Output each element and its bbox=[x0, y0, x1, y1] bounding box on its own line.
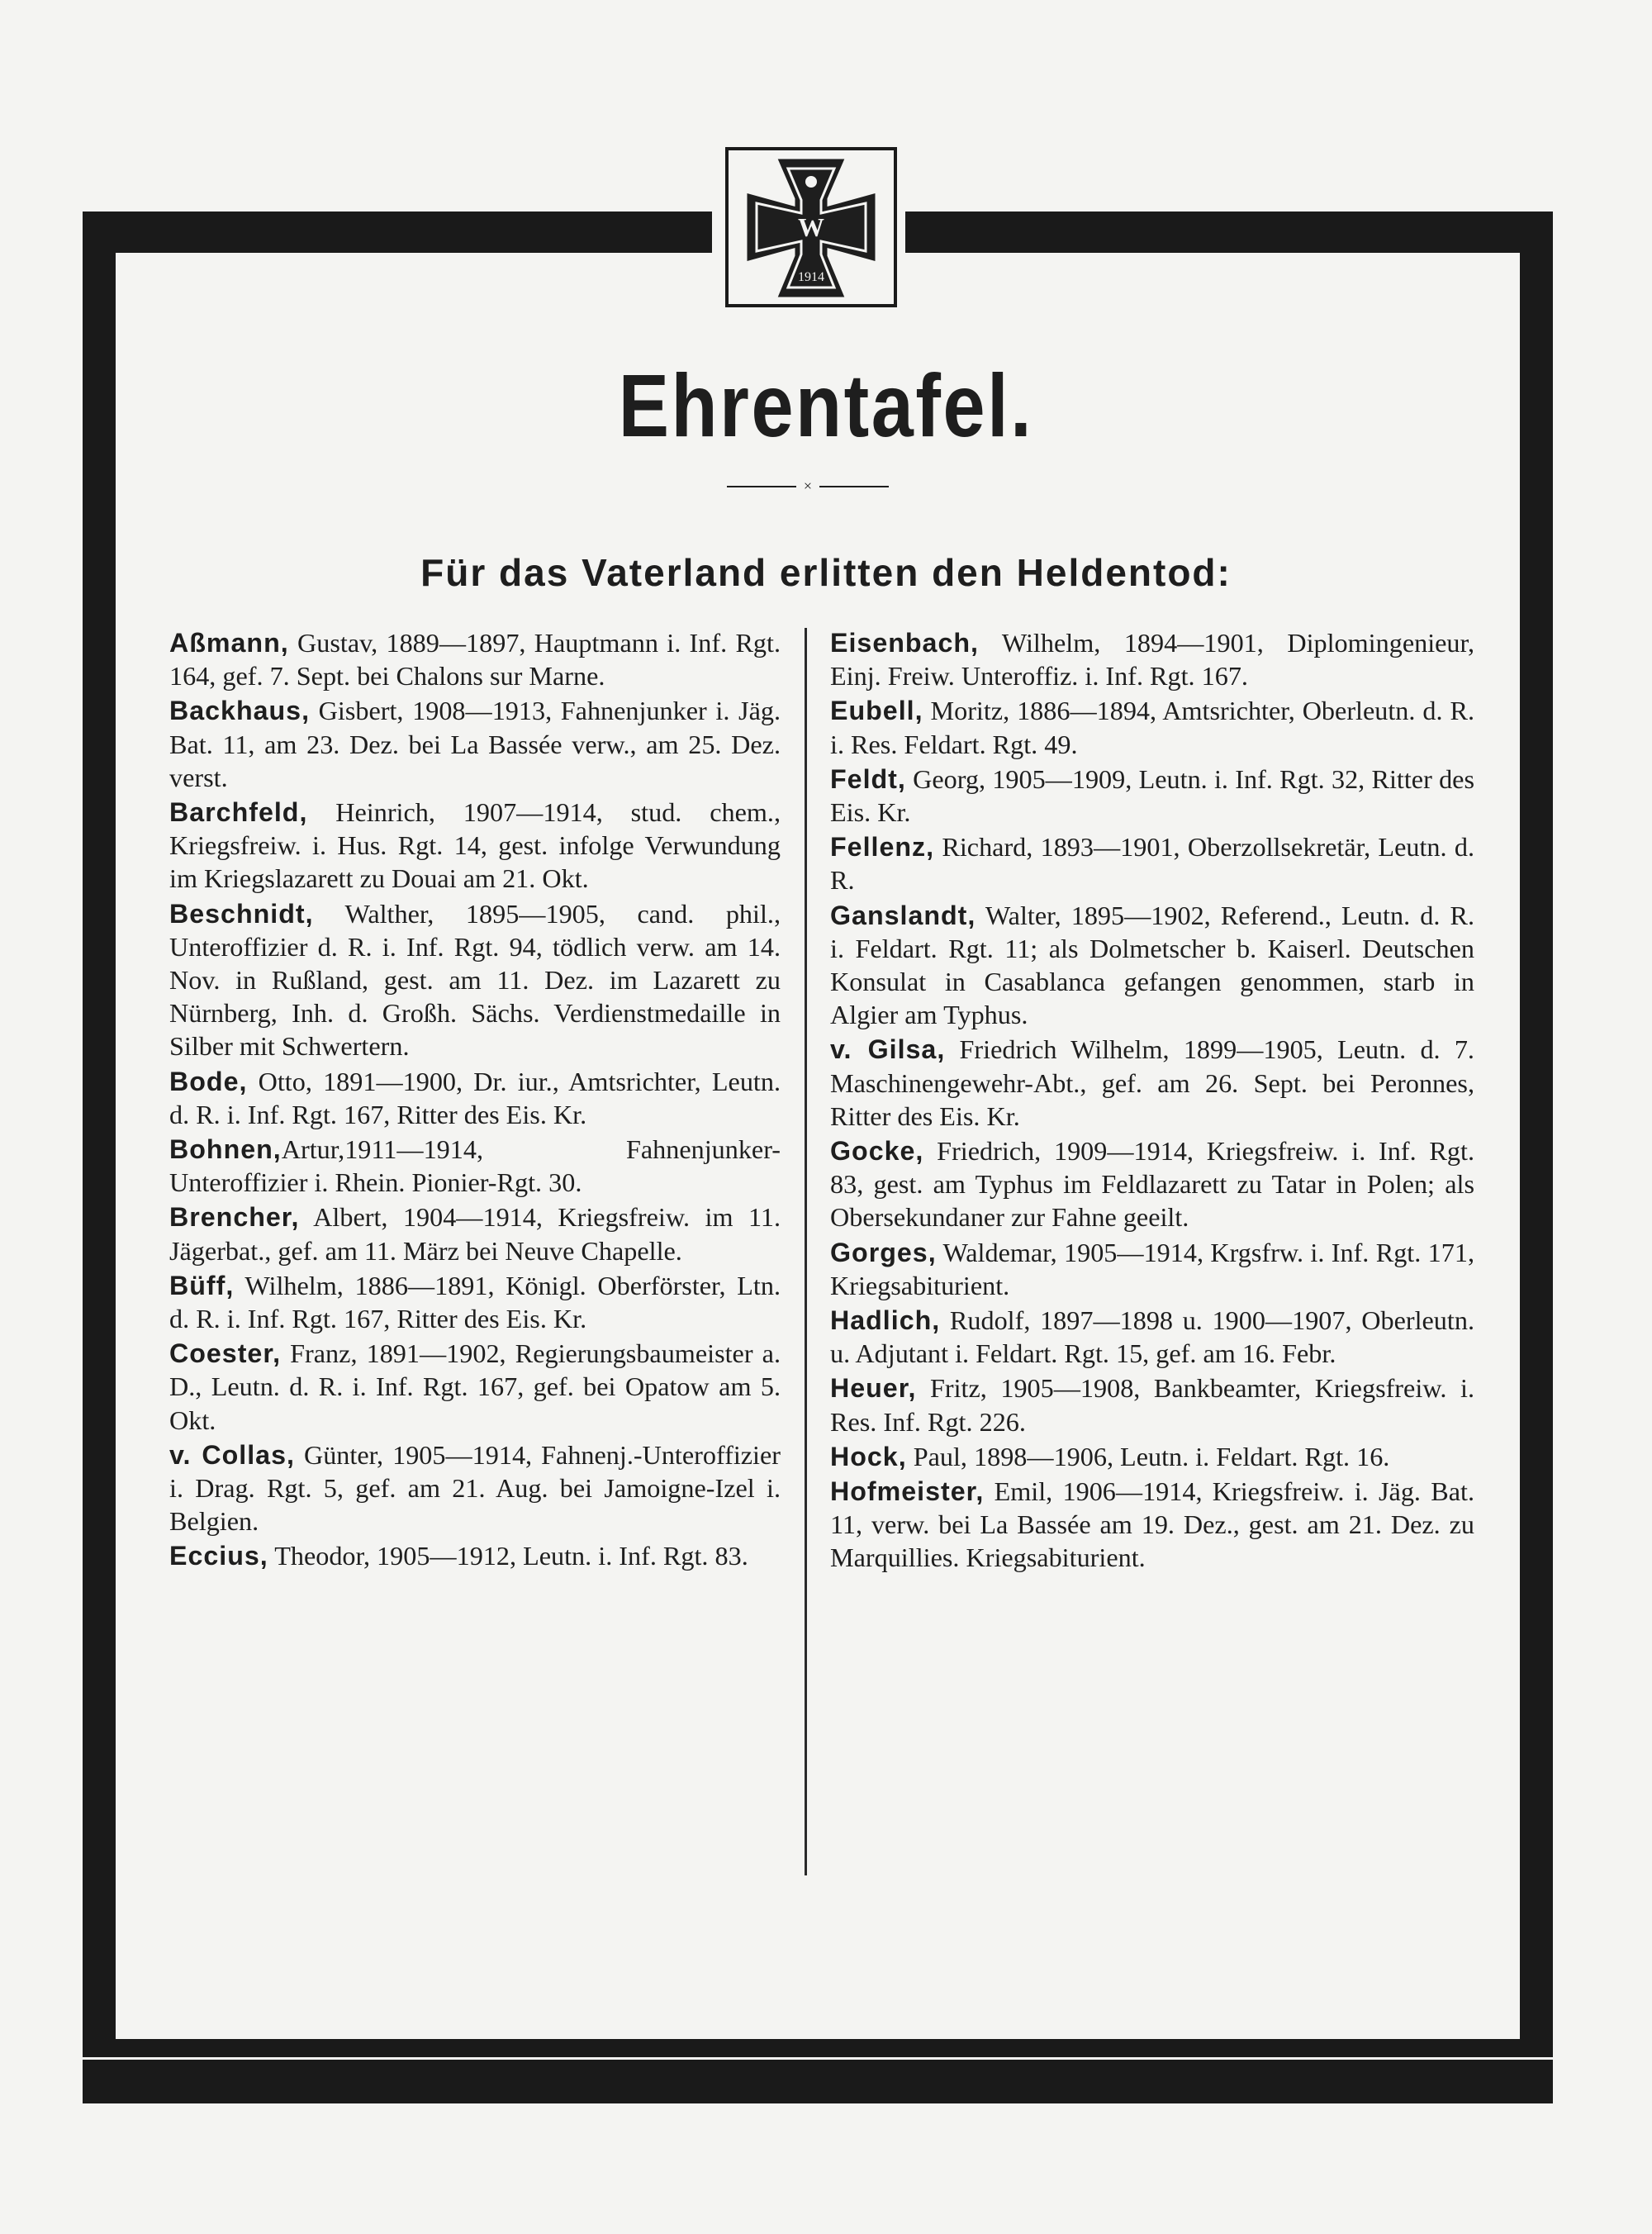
entry-text: Franz, 1891—1902, Regierungsbaumeister a. D., Leutn. d. R. i. Inf. Rgt. 167, gef. bei Opatow am 5. Okt. bbox=[169, 1338, 781, 1435]
iron-cross-emblem bbox=[725, 147, 897, 307]
list-item bbox=[830, 830, 1474, 896]
entry-text: Fritz, 1905—1908, Bankbeamter, Kriegsfreiw. i. Res. Inf. Rgt. 226. bbox=[830, 1373, 1474, 1437]
list-item bbox=[830, 763, 1474, 829]
entry-name: Feldt, bbox=[830, 763, 906, 794]
list-item bbox=[830, 1475, 1474, 1575]
list-item bbox=[830, 1440, 1474, 1473]
entry-name: Barchfeld, bbox=[169, 797, 308, 828]
frame-right bbox=[1520, 212, 1553, 2103]
list-item bbox=[169, 694, 781, 794]
entry-text: Artur,1911—1914, Fahnenjunker-Unteroffizier i. Rhein. Pionier-Rgt. 30. bbox=[169, 1134, 781, 1198]
entry-name: Eisenbach, bbox=[830, 628, 979, 658]
entry-name: Gocke, bbox=[830, 1136, 924, 1167]
ornament-line-left bbox=[727, 486, 796, 487]
title-ornament bbox=[727, 478, 889, 494]
entry-text: Friedrich, 1909—1914, Kriegsfreiw. i. Inf. Rgt. 83, gest. am Typhus im Feldlazarett zu Tatar in Polen; als Obersekundaner zur Fahne geeilt. bbox=[830, 1136, 1474, 1233]
entry-name: Hadlich, bbox=[830, 1305, 941, 1336]
list-item bbox=[169, 626, 781, 692]
frame-bottom bbox=[83, 2039, 1553, 2103]
entry-name: Beschnidt, bbox=[169, 898, 314, 929]
entry-text: Emil, 1906—1914, Kriegsfreiw. i. Jäg. Bat. 11, verw. bei La Bassée am 19. Dez., gest. am 21. Dez. zu Marquillies. Kriegsabiturient. bbox=[830, 1476, 1474, 1573]
list-item bbox=[169, 897, 781, 1063]
entry-name: Coester, bbox=[169, 1338, 282, 1369]
entry-name: v. Gilsa, bbox=[830, 1034, 946, 1065]
list-item bbox=[169, 1200, 781, 1267]
entry-name: Backhaus, bbox=[169, 696, 311, 726]
entry-text: Paul, 1898—1906, Leutn. i. Feldart. Rgt. 16. bbox=[906, 1441, 1390, 1471]
list-item bbox=[169, 1065, 781, 1131]
entry-text: Albert, 1904—1914, Kriegsfreiw. im 11. Jägerbat., gef. am 11. März bei Neuve Chapelle. bbox=[169, 1202, 781, 1266]
entry-text: Rudolf, 1897—1898 u. 1900—1907, Oberleutn. u. Adjutant i. Feldart. Rgt. 15, gef. am 16. Febr. bbox=[830, 1305, 1474, 1369]
entry-name: Eccius, bbox=[169, 1541, 268, 1571]
list-item bbox=[830, 626, 1474, 692]
entry-text: Gisbert, 1908—1913, Fahnenjunker i. Jäg. Bat. 11, am 23. Dez. bei La Bassée verw., am 25. Dez. verst. bbox=[169, 696, 781, 792]
ornament-line-right bbox=[819, 486, 889, 487]
entry-text: Richard, 1893—1901, Oberzollsekretär, Leutn. d. R. bbox=[830, 832, 1474, 896]
entry-text: Friedrich Wilhelm, 1899—1905, Leutn. d. 7. Maschinengewehr-Abt., gef. am 26. Sept. bei Peronnes, Ritter des Eis. Kr. bbox=[830, 1034, 1474, 1131]
entry-text: Otto, 1891—1900, Dr. iur., Amtsrichter, Leutn. d. R. i. Inf. Rgt. 167, Ritter des Eis. Kr. bbox=[169, 1066, 781, 1129]
entry-text: Walther, 1895—1905, cand. phil., Unteroffizier d. R. i. Inf. Rgt. 94, tödlich verw. am 14. Nov. in Rußland, gest. am 11. Dez. im Lazarett zu Nürnberg, Inh. d. Großh. Sächs. Verdienstmedaille in Silber mit Schwertern. bbox=[169, 898, 781, 1062]
list-item bbox=[830, 1134, 1474, 1234]
entry-name: Fellenz, bbox=[830, 832, 935, 863]
ornament-mark: × bbox=[803, 478, 813, 494]
entry-text: Günter, 1905—1914, Fahnenj.-Unteroffizier i. Drag. Rgt. 5, gef. am 21. Aug. bei Jamoigne-Izel i. Belgien. bbox=[169, 1439, 781, 1537]
entry-name: Büff, bbox=[169, 1270, 235, 1300]
section-heading: Für das Vaterland erlitten den Heldentod: bbox=[420, 551, 1232, 594]
entry-text: Moritz, 1886—1894, Amtsrichter, Oberleutn. d. R. i. Res. Feldart. Rgt. 49. bbox=[830, 696, 1474, 759]
entry-text: Walter, 1895—1902, Referend., Leutn. d. R. i. Feldart. Rgt. 11; als Dolmetscher b. Kaiserl. Deutschen Konsulat in Casablanca gefangen genommen, starb in Algier am Typhus. bbox=[830, 900, 1474, 1030]
list-item bbox=[830, 1033, 1474, 1133]
entry-text: Wilhelm, 1894—1901, Diplomingenieur, Einj. Freiw. Unteroffiz. i. Inf. Rgt. 167. bbox=[830, 628, 1474, 692]
list-item bbox=[169, 1438, 781, 1538]
list-item bbox=[169, 796, 781, 896]
entry-name: Gorges, bbox=[830, 1237, 937, 1267]
frame-left bbox=[83, 212, 116, 2103]
list-item bbox=[830, 1371, 1474, 1438]
list-item bbox=[169, 1133, 781, 1199]
right-column bbox=[830, 626, 1474, 1576]
iron-cross-icon bbox=[729, 150, 894, 304]
frame-top-left bbox=[83, 212, 712, 253]
entry-name: Hock, bbox=[830, 1441, 907, 1471]
page-title: Ehrentafel. bbox=[618, 355, 1034, 455]
left-column bbox=[169, 626, 781, 1575]
list-item bbox=[169, 1337, 781, 1437]
entry-text: Georg, 1905—1909, Leutn. i. Inf. Rgt. 32, Ritter des Eis. Kr. bbox=[830, 763, 1474, 828]
list-item bbox=[169, 1269, 781, 1335]
frame-top-right bbox=[905, 212, 1553, 253]
entry-text: Heinrich, 1907—1914, stud. chem., Kriegsfreiw. i. Hus. Rgt. 14, gest. infolge Verwundung im Kriegslazarett zu Douai am 21. Okt. bbox=[169, 797, 781, 894]
entry-name: Eubell, bbox=[830, 696, 923, 726]
entry-name: Heuer, bbox=[830, 1373, 917, 1404]
entry-name: Bohnen, bbox=[169, 1134, 282, 1165]
entry-name: Brencher, bbox=[169, 1202, 300, 1233]
emblem-year: 1914 bbox=[798, 270, 824, 284]
entry-text: Theodor, 1905—1912, Leutn. i. Inf. Rgt. 83. bbox=[268, 1541, 748, 1571]
list-item bbox=[830, 1304, 1474, 1370]
list-item bbox=[830, 1236, 1474, 1302]
list-item bbox=[830, 899, 1474, 1032]
entry-text: Waldemar, 1905—1914, Krgsfrw. i. Inf. Rgt. 171, Kriegsabiturient. bbox=[830, 1237, 1474, 1300]
entry-name: v. Collas, bbox=[169, 1439, 295, 1470]
entry-name: Hofmeister, bbox=[830, 1476, 985, 1507]
column-divider bbox=[805, 628, 807, 1875]
entry-name: Bode, bbox=[169, 1066, 248, 1096]
list-item bbox=[830, 694, 1474, 760]
entry-name: Ganslandt, bbox=[830, 900, 976, 930]
emblem-letter: W bbox=[798, 212, 824, 242]
entry-text: Gustav, 1889—1897, Hauptmann i. Inf. Rgt. 164, gef. 7. Sept. bei Chalons sur Marne. bbox=[169, 628, 781, 692]
frame-bottom-inner-line bbox=[83, 2057, 1553, 2060]
entry-text: Wilhelm, 1886—1891, Königl. Oberförster, Ltn. d. R. i. Inf. Rgt. 167, Ritter des Eis. Kr. bbox=[169, 1270, 781, 1334]
entry-name: Aßmann, bbox=[169, 628, 289, 658]
list-item bbox=[169, 1539, 781, 1572]
